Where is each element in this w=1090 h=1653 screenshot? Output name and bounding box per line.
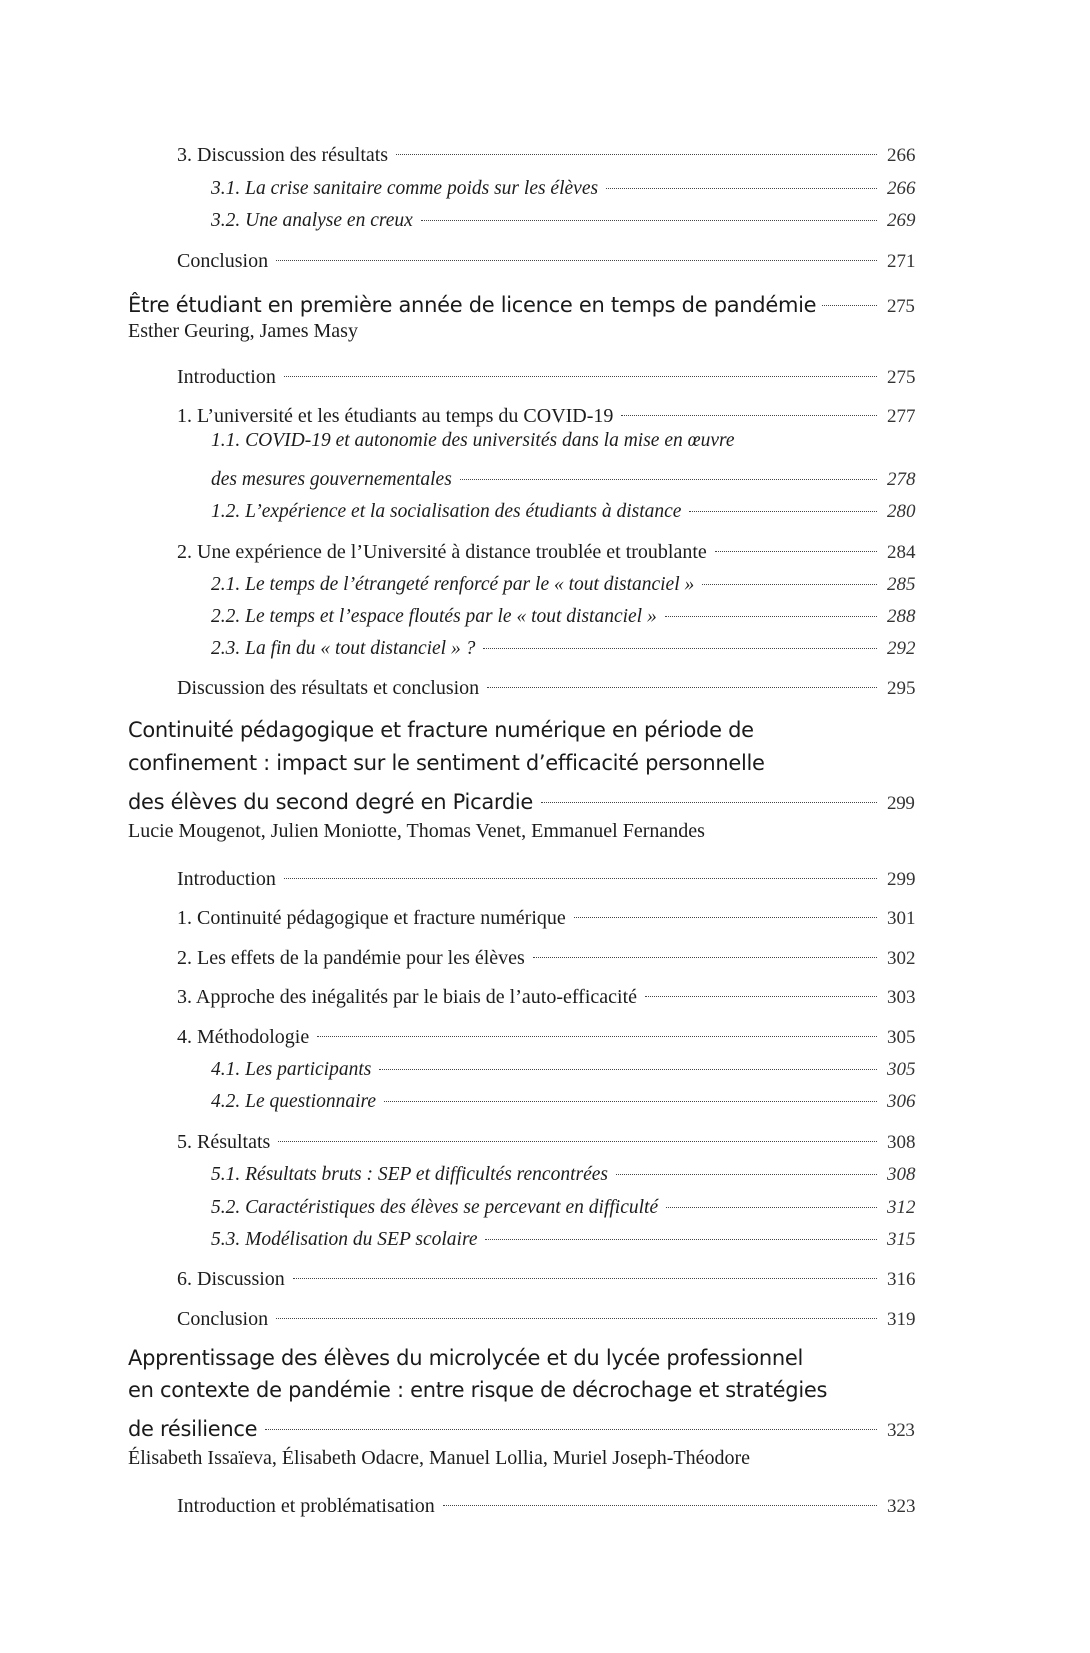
toc-entry[interactable] [177,1019,923,1049]
dot-leader [621,398,877,422]
toc-entry[interactable] [177,398,923,428]
toc-subentry[interactable] [211,1190,923,1219]
toc-page-number: 271 [887,251,916,272]
toc-page-number: 288 [887,606,916,628]
toc-subentry[interactable] [211,1157,923,1186]
toc-entry[interactable] [177,534,923,564]
toc-entry-label: Introduction [177,366,276,388]
toc-entry-label: 4. Méthodologie [177,1026,310,1048]
toc-entry-label: Introduction et problématisation [177,1495,435,1517]
toc-entry-label: 2.3. La fin du « tout distanciel » ? [211,638,476,660]
toc-entry[interactable] [177,359,923,389]
dot-leader [689,494,877,517]
dot-leader [265,1411,877,1436]
toc-page-number: 280 [887,501,916,523]
chapter-title-line[interactable]: en contexte de pandémie : entre risque de décrochage et stratégies [128,1378,828,1402]
toc-page-number: 323 [887,1420,915,1442]
toc-page-number: 275 [887,296,915,318]
toc-entry-label: 3. Approche des inégalités par le biais de l’auto-efficacité [177,986,637,1008]
toc-entry-label: 5.1. Résultats bruts : SEP et difficultés rencontrées [211,1164,608,1186]
toc-entry-label: Introduction [177,868,276,890]
toc-page-number: 275 [887,367,916,388]
toc-entry[interactable] [177,1488,923,1518]
dot-leader [533,940,877,964]
toc-page-number: 277 [887,406,916,427]
toc-entry-label: Discussion des résultats et conclusion [177,677,480,699]
chapter-title-text: Être étudiant en première année de licence en temps de pandémie [128,293,817,318]
toc-subentry[interactable] [211,599,923,628]
toc-entry[interactable] [177,1261,923,1291]
toc-entry-label: 5. Résultats [177,1131,271,1153]
toc-page-number: 305 [887,1027,916,1048]
chapter-authors: Lucie Mougenot, Julien Moniotte, Thomas Venet, Emmanuel Fernandes [128,820,705,842]
chapter-title-line[interactable]: Apprentissage des élèves du microlycée et du lycée professionnel [128,1346,804,1370]
dot-leader [483,631,877,654]
chapter-title[interactable] [128,784,923,815]
toc-page-number: 316 [887,1269,916,1290]
toc-page-number: 306 [887,1091,916,1113]
toc-page-number: 305 [887,1059,916,1081]
toc-subentry[interactable] [211,1222,923,1251]
toc-subentry[interactable] [211,494,923,523]
dot-leader [276,243,877,267]
dot-leader [715,534,877,558]
toc-entry[interactable] [177,900,923,930]
dot-leader [702,567,877,590]
toc-page-number: 295 [887,678,916,699]
toc-page-number: 308 [887,1164,916,1186]
dot-leader [396,137,877,161]
dot-leader [284,861,877,885]
toc-page-number: 266 [887,145,916,166]
dot-leader [460,462,877,485]
toc-page-number: 278 [887,469,916,491]
toc-entry-label: 1. L’université et les étudiants au temps du COVID-19 [177,405,614,427]
dot-leader [421,203,877,226]
dot-leader [293,1261,877,1285]
toc-entry[interactable] [177,670,923,700]
dot-leader [665,599,877,622]
dot-leader [616,1157,877,1180]
toc-entry-label: 5.2. Caractéristiques des élèves se percevant en difficulté [211,1197,659,1219]
toc-subentry[interactable] [211,1052,923,1081]
toc-entry-label: 2. Une expérience de l’Université à distance troublée et troublante [177,541,707,563]
dot-leader [487,670,877,694]
chapter-authors: Élisabeth Issaïeva, Élisabeth Odacre, Manuel Lollia, Muriel Joseph-Théodore [128,1447,751,1469]
toc-page-number: 315 [887,1229,916,1251]
dot-leader [278,1124,877,1148]
dot-leader [666,1190,877,1213]
chapter-title-line[interactable]: confinement : impact sur le sentiment d’efficacité personnelle [128,751,765,775]
toc-entry-label: 4.1. Les participants [211,1059,372,1081]
dot-leader [443,1488,877,1512]
toc-page-number: 299 [887,793,915,815]
toc-entry-label: 2.2. Le temps et l’espace floutés par le « tout distanciel » [211,606,657,628]
toc-entry-label: 5.3. Modélisation du SEP scolaire [211,1229,478,1251]
toc-subentry[interactable] [211,203,923,232]
toc-page-number: 269 [887,210,916,232]
toc-entry-label: 1.1. COVID-19 et autonomie des universités dans la mise en œuvre [211,430,735,451]
toc-page-number: 284 [887,542,916,563]
dot-leader [384,1084,877,1107]
chapter-title[interactable] [128,287,923,318]
dot-leader [574,900,877,924]
chapter-authors: Esther Geuring, James Masy [128,320,358,342]
toc-entry-label: 6. Discussion [177,1268,285,1290]
dot-leader [379,1052,877,1075]
chapter-title-line[interactable]: Continuité pédagogique et fracture numérique en période de [128,718,754,742]
toc-subentry[interactable] [211,1084,923,1113]
toc-page-number: 312 [887,1197,916,1219]
toc-page-number: 319 [887,1309,916,1330]
toc-entry-label: 3.2. Une analyse en creux [211,210,413,232]
dot-leader [485,1222,877,1245]
toc-entry-label: des mesures gouvernementales [211,469,452,491]
toc-entry-label: 2. Les effets de la pandémie pour les élèves [177,947,525,969]
toc-entry[interactable] [177,979,923,1009]
toc-entry-label: 4.2. Le questionnaire [211,1091,377,1113]
chapter-title-text: de résilience [128,1417,258,1442]
dot-leader [645,979,877,1003]
toc-entry[interactable] [177,137,923,167]
dot-leader [317,1019,877,1043]
dot-leader [284,359,877,383]
toc-entry-label: 3.1. La crise sanitaire comme poids sur les élèves [211,178,599,200]
toc-entry[interactable] [177,861,923,891]
dot-leader [606,171,877,194]
toc-page-number: 302 [887,948,916,969]
chapter-title[interactable] [128,1411,923,1442]
toc-entry[interactable] [177,1301,923,1331]
dot-leader [276,1301,877,1325]
toc-entry-label: 1. Continuité pédagogique et fracture numérique [177,907,566,929]
toc-page-number: 308 [887,1132,916,1153]
toc-entry[interactable] [177,940,923,970]
dot-leader [822,287,877,312]
toc-page-number: 299 [887,869,916,890]
toc-entry-label: Conclusion [177,1308,269,1330]
toc-entry-label: 3. Discussion des résultats [177,144,389,166]
toc-page-number: 323 [887,1496,916,1517]
toc-entry[interactable] [177,1124,923,1154]
toc-subentry[interactable] [211,171,923,200]
toc-entry[interactable] [177,243,923,273]
toc-page-number: 301 [887,908,916,929]
dot-leader [541,784,877,809]
toc-subentry[interactable] [211,430,923,452]
toc-page-number: 303 [887,987,916,1008]
toc-entry-label: 2.1. Le temps de l’étrangeté renforcé par le « tout distanciel » [211,574,695,596]
toc-page-number: 292 [887,638,916,660]
toc-subentry[interactable] [211,567,923,596]
toc-subentry[interactable] [211,631,923,660]
toc-entry-label: 1.2. L’expérience et la socialisation des étudiants à distance [211,501,682,523]
toc-page-number: 285 [887,574,916,596]
toc-entry-label: Conclusion [177,250,269,272]
chapter-title-text: des élèves du second degré en Picardie [128,790,534,815]
toc-page-number: 266 [887,178,916,200]
toc-subentry-continuation[interactable] [211,462,923,491]
